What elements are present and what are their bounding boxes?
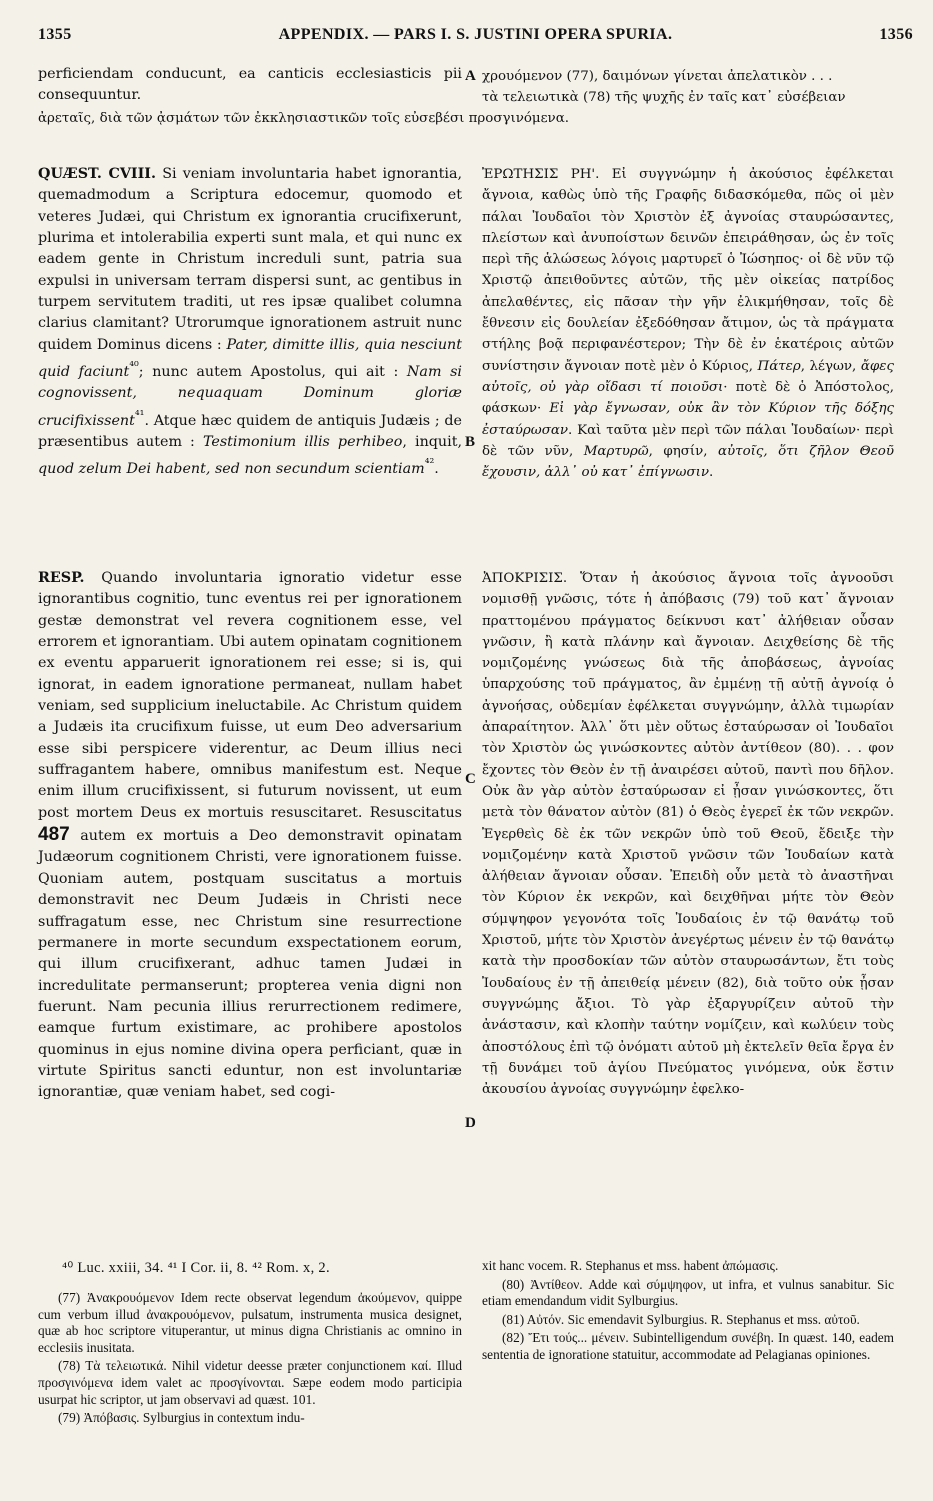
top-greek-continuation <box>482 66 894 108</box>
response-heading: RESP. <box>38 570 85 586</box>
top-greek-line-1: χρουόμενον (77), δαιμόνων γίνεται ἀπελατικὸν . . . <box>482 69 833 84</box>
notes-right <box>482 1258 894 1366</box>
top-greek-line-2: τὰ τελειωτικὰ (78) τῆς ψυχῆς ἐν ταῖς κατ᾽ εὐσέβειαν <box>482 90 846 105</box>
question-heading: QUÆST. CVIII. <box>38 166 156 182</box>
note-77: (77) Ἀνακρουόμενον Idem recte observat legendum ἀκούμενον, quippe cum verbum illud ἀνακρουόμενον, pulsatum, instrumenta musica designet, quæ ab hoc scriptore vituperantur, ut minus digna Christianis ac omnino in ecclesiis inusitata. <box>38 1290 462 1355</box>
note-79: (79) Ἀπόβασις. Sylburgius in contextum indu- <box>58 1410 305 1426</box>
section-marker-c: C <box>465 771 476 787</box>
section-marker-a: A <box>465 68 476 84</box>
footnote-ref-42: ⁴² <box>424 456 435 470</box>
note-79-continued: xit hanc vocem. R. Stephanus et mss. habent ἀπώμασις. <box>482 1258 779 1273</box>
greek-question-heading: ἘΡΩΤΗΣΙΣ ΡΗ'. <box>482 167 600 182</box>
right-page-number: 1356 <box>879 26 913 43</box>
left-page-number: 1355 <box>38 26 72 43</box>
section-marker-b: B <box>465 434 476 450</box>
response-greek: ἈΠΟΚΡΙΣΙΣ. Ὅταν ἡ ἀκούσιος ἄγνοια τοῖς ἀγνοοῦσι νομισθῇ γνῶσις, τότε ἡ ἀπόβασις (79) τοῦ κατ᾽ ἄγνοιαν πραττομένου πράγματος δείκνυσι κατ᾽ ἀλήθειαν οὖσαν γνῶσιν, ἢ κατὰ πλάνην καὶ ἄγνοιαν. Δειχθείσης δὲ τῆς νομιζομένης γνώσεως διὰ τῆς ἀποβάσεως, ἀγνοίας ὑπαρχούσης τοῦ πράγματος, ἂν ἐμμένῃ τῇ αὐτῇ ἀγνοίᾳ ὁ ἀγνοήσας, οὐδεμίαν ἐφέλκεται συγγνώμην, ἀλλὰ τιμωρίαν ἀπαραίτητον. Ἀλλ᾽ ὅτι μὲν οὕτως ἐσταύρωσαν οἱ Ἰουδαῖοι τὸν Χριστὸν ὡς γινώσκοντες αὐτὸν ἀντίθεον (80). . . φον ἔχοντες τὸν Θεὸν ἐν τῇ ἀναιρέσει αὐτοῦ, παντὶ που δῆλον. Οὐκ ἂν γὰρ αὐτὸν ἐσταύρωσαν εἰ ᾖσαν γινώσκοντες, ὅτι μετὰ τὸν θάνατον αὐτὸν (81) ὁ Θεὸς ἐγερεῖ ἐκ τῶν νεκρῶν. Ἐγερθεὶς δὲ ἐκ τῶν νεκρῶν ὑπὸ τοῦ Θεοῦ, ἔδειξε τὴν νομιζομένην κατὰ Χριστοῦ γνῶσιν τῶν Ἰουδαίων κατὰ ἀλήθειαν ἄγνοιαν οὖσαν. Ἐπειδὴ οὖν μετὰ τὸ ἀναστῆναι τὸν Κύριον ἐκ νεκρῶν, καὶ δειχθῆναι μήτε τὸν Θεὸν σύμψηφον γεγονότα τοῖς Ἰουδαίοις ἐν τῷ θανάτῳ τοῦ Χριστοῦ, μήτε τὸν Χριστὸν ἀνεγέρτως μένειν ἐν τῷ θανάτῳ κατὰ τὴν προσδοκίαν τῶν αὐτὸν σταυρωσάντων, ἔτι τοὺς Ἰουδαίους ἐν τῇ ἀπειθείᾳ μένειν (82), διὰ τοῦτο οὐκ ᾖσαν συγγνώμης ἄξιοι. Τὸ γὰρ ἐξαργυρίζειν αὐτοῦ τὴν ἀνάστασιν, καὶ κλοπὴν ταύτην νομίζειν, καὶ κωλύειν τοὺς ἀποστόλους ἐπὶ τῷ ὀνόματι αὐτοῦ μὴ ἐκτελεῖν θεῖα ἔργα ἐν τῇ δυνάμει τοῦ ἁγίου Πνεύματος γινόμενα, οὐκ ἔστιν ἀκουσίου ἀγνοίας συγγνώμην ἐφελκο- <box>482 571 894 1098</box>
note-80: (80) Ἀντίθεον. Adde καὶ σύμψηφον, ut infra, et vulnus sanabitur. Sic etiam emendandum vidit Sylburgius. <box>482 1276 894 1309</box>
footnote-ref-41: ⁴¹ <box>134 407 145 422</box>
top-latin-continuation: perficiendam conducunt, ea canticis ecclesiasticis pii consequuntur. <box>38 66 462 103</box>
scripture-references: ⁴⁰ Luc. xxiii, 34. ⁴¹ I Cor. ii, 8. ⁴² Rom. x, 2. <box>62 1260 330 1276</box>
response-latin: RESP. Quando involuntaria ignoratio videtur esse ignorantibus cognitio, tunc eventus rei per ignorationem gestæ demonstrat vel revera cognitionem esse, vel errorem et ignorantiam. Ubi autem opinatam cognitionem ex eventu apparuerit ignorationem rei esse; si is, qui ignorat, in eadem ignoratione permaneat, nullam habet veniam, sed supplicium ineluctabile. Ac Christum quidem a Judæis ita crucifixum fuisse, ut eum Deo adversarium esse sibi perspicere viderentur, ac Deum illius neci suffragantem habere, omnibus manifestum est. Neque enim illum crucifixissent, si futurum novissent, ut eum post mortem Deus ex mortuis resuscitaret. Resuscitatus 487 autem ex mortuis a Deo demonstravit opinatam Judæorum cognitionem Christi, vere ignorationem fuisse. Quoniam autem, postquam suscitatus a mortuis demonstravit nec Deum Judæis in Christi nece suffragatum esse, nec Christum sine resurrectione permanere in morte secundum exspectationem eorum, qui illum crucifixerant, adhuc tamen Judæi in incredulitate permanserunt; propterea venia digni non fuerunt. Nam pecunia illius rerurrectionem redimere, eamque furtum existimare, ac prohibere apostolos quominus in ejus nomine divina opera perficiant, quæ in virtute Spiritus sancti eduntur, non est involuntariæ ignorantiæ, quæ veniam habet, sed cogi- <box>38 570 463 1101</box>
question-latin: QUÆST. CVIII. Si veniam involuntaria habet ignorantia, quemadmodum a Scriptura edocemur, quomodo et veteres Judæi, qui Christum ex ignorantia crucifixerunt, plurima et intolerabilia experti sunt mala, et qui nunc ex eadem gente in Christum increduli sunt, patria sua expulsi in universam terram dispersi sunt, ac gentibus in turpem servitutem traditi, ut res ipsæ qualibet columna clarius clamitant? Utrorumque ignorationem astruit nunc quidem Dominus dicens : Pater, dimitte illis, quia nesciunt quid faciunt$^{^{40}}$; nunc autem Apostolus, qui ait : Nam si cognovissent, nequaquam Dominum gloriæ crucifixissent$^{^{41}}$. Atque hæc quidem de antiquis Judæis ; de præsentibus autem : Testimonium illis perhibeo, inquit, quod zelum Dei habent, sed non secundum scientiam$^{^{42}}$. <box>38 166 463 477</box>
notes-left <box>38 1290 462 1429</box>
greek-response-heading: ἈΠΟΚΡΙΣΙΣ. <box>482 571 568 586</box>
note-78: (78) Τὰ τελειωτικά. Nihil videtur deesse præter conjunctionem καί. Illud προσγινόμενα idem valet ac προσγίνονται. Sæpe eodem modo participia usurpat hic scriptor, ut jam observavi ad quæst. 101. <box>38 1358 462 1407</box>
running-header <box>38 26 913 48</box>
footnote-ref-40: ⁴⁰ <box>129 359 139 374</box>
question-greek: ἘΡΩΤΗΣΙΣ ΡΗ'. Εἰ συγγνώμην ἡ ἀκούσιος ἐφέλκεται ἄγνοια, καθὼς ὑπὸ τῆς Γραφῆς διδασκόμεθα, πῶς οἱ μὲν πάλαι Ἰουδαῖοι τὸν Χριστὸν ἐξ ἀγνοίας σταυρώσαντες, πλείστων καὶ ἀνυποίστων δεινῶν ἐπειράθησαν, ὡς ἐν τοῖς περὶ τῆς ἁλώσεως λόγοις μαρτυρεῖ ὁ Ἰώσηπος· οἱ δὲ νῦν τῷ Χριστῷ ἀπειθοῦντες αὐτῶν, τῆς μὲν οἰκείας πατρίδος ἀπελαθέντες, εἰς πᾶσαν τὴν γῆν ἐλικμήθησαν, τοῖς δὲ ἔθνεσιν εἰς δουλείαν ἐξεδόθησαν ἄτιμον, ὡς τὰ πράγματα στήλης βοᾷ περιφανέστερον; Τὴν δὲ ἐν ἑκατέροις αὐτῶν συνίστησιν ἄγνοιαν ποτὲ μὲν ὁ Κύριος, Πάτερ, λέγων, ἄφες αὐτοῖς, οὐ γὰρ οἴδασι τί ποιοῦσι· ποτὲ δὲ ὁ Ἀπόστολος, φάσκων· Εἰ γὰρ ἔγνωσαν, οὐκ ἂν τὸν Κύριον τῆς δόξης ἐσταύρωσαν. Καὶ ταῦτα μὲν περὶ τῶν πάλαι Ἰουδαίων· περὶ δὲ τῶν νῦν, Μαρτυρῶ, φησίν, αὐτοῖς, ὅτι ζῆλον Θεοῦ ἔχουσιν, ἀλλ᾽ οὐ κατ᾽ ἐπίγνωσιν. <box>482 167 895 481</box>
top-greek-full-line: ἀρεταῖς, διὰ τῶν ᾀσμάτων τῶν ἐκκλησιαστικῶν τοῖς εὐσεβέσι προσγινόμενα. <box>38 111 569 126</box>
edition-page-number: 487 <box>38 824 70 846</box>
running-title: APPENDIX. — PARS I. S. JUSTINI OPERA SPURIA. <box>278 26 673 43</box>
section-marker-d: D <box>465 1115 476 1131</box>
note-81: (81) Αὐτόν. Sic emendavit Sylburgius. R. Stephanus et mss. αὐτοῦ. <box>502 1311 860 1327</box>
note-82: (82) Ἔτι τούς... μένειν. Subintelligendum συνέβη. In quæst. 140, eadem sententia de ignoratione statuitur, accommodate ad Pelagianas opiniones. <box>482 1330 894 1362</box>
